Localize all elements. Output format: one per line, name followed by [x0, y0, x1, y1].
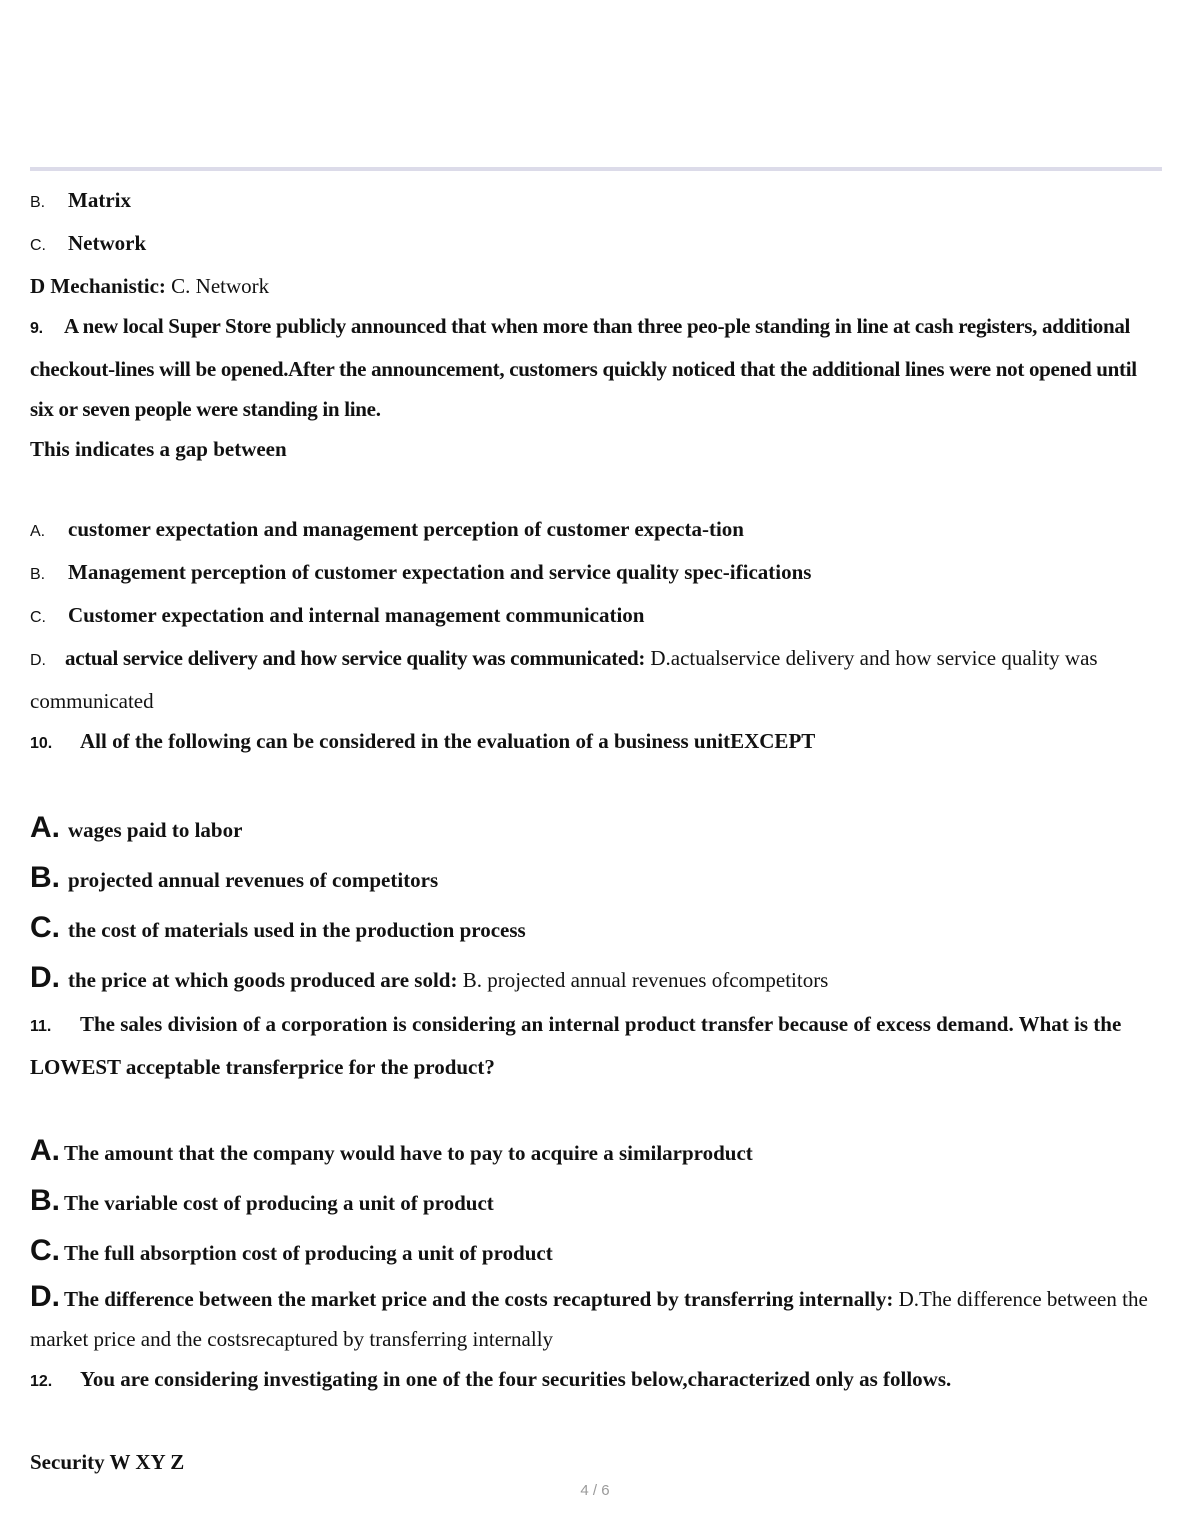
answer-text: B. projected annual revenues ofcompetitors — [462, 968, 829, 992]
option-label: B. — [30, 861, 60, 894]
spacer — [30, 1087, 1165, 1127]
q9-option-a — [30, 509, 1165, 552]
option-text: Matrix — [68, 188, 131, 212]
option-label: C. — [30, 911, 60, 944]
option-label: C. — [30, 609, 46, 626]
option-text: projected annual revenues of competitors — [68, 868, 439, 892]
option-label: D. — [30, 1280, 60, 1313]
question-text: A new local Super Store publicly announced that when more than three peo-ple standing in line at cash registers, additional checkout-lines will be opened.After the announcement, customers quickly noticed that the additional lines were not opened until six or seven people were standing in line. — [30, 314, 1137, 421]
q11-option-c — [30, 1227, 1165, 1277]
q12-table-header: Security W XY Z — [30, 1450, 185, 1474]
question-text: The sales division of a corporation is considering an internal product transfer because of excess demand. What is the LOWEST acceptable transferprice for the product? — [30, 1012, 1122, 1079]
header-divider — [30, 167, 1162, 171]
page-number: 4 / 6 — [580, 1482, 610, 1499]
question-number: 10. — [30, 735, 53, 752]
option-text: wages paid to labor — [68, 818, 243, 842]
q8-option-c — [30, 223, 1165, 266]
option-label: A. — [30, 523, 46, 540]
option-text: Customer expectation and internal management communication — [68, 603, 645, 627]
option-text: Management perception of customer expectation and service quality spec-ifications — [68, 560, 812, 584]
option-label: C. — [30, 1234, 60, 1267]
page-content — [30, 180, 1165, 1482]
q8-option-d-with-answer — [30, 266, 1165, 306]
question-text: You are considering investigating in one of the four securities below,characterized only as follows. — [80, 1367, 952, 1391]
q9-question — [30, 306, 1165, 429]
q9-option-b — [30, 552, 1165, 595]
option-text: the cost of materials used in the production process — [68, 918, 526, 942]
q11-option-a — [30, 1127, 1165, 1177]
answer-text: D.actualservice delivery and how service quality was communicated — [30, 646, 1098, 713]
q9-question-continued: This indicates a gap between — [30, 437, 287, 461]
option-label: D. — [30, 652, 46, 669]
option-label: D. — [30, 961, 60, 994]
question-number: 11. — [30, 1018, 52, 1035]
q11-option-b — [30, 1177, 1165, 1227]
answer-text: D.The difference between the market price and the costsrecaptured by transferring internally — [30, 1287, 1148, 1351]
q9-option-d-with-answer — [30, 638, 1165, 721]
option-label: A. — [30, 811, 60, 844]
q10-question — [30, 721, 1165, 764]
option-text: actual service delivery and how service quality was communicated: — [65, 646, 646, 670]
q10-option-a — [30, 804, 1165, 854]
answer-text: C. Network — [171, 274, 270, 298]
option-text: customer expectation and management perception of customer expecta-tion — [68, 517, 744, 541]
option-text: The difference between the market price and the costs recaptured by transferring internally: — [64, 1287, 894, 1311]
option-label: B. — [30, 1184, 60, 1217]
q9-option-c — [30, 595, 1165, 638]
spacer — [30, 764, 1165, 804]
option-label: B. — [30, 194, 46, 211]
q10-option-b — [30, 854, 1165, 904]
question-number: 12. — [30, 1373, 53, 1390]
option-text: The variable cost of producing a unit of product — [64, 1191, 494, 1215]
option-text: The full absorption cost of producing a unit of product — [64, 1241, 553, 1265]
option-label: B. — [30, 566, 46, 583]
spacer — [30, 1402, 1165, 1442]
q10-option-c — [30, 904, 1165, 954]
q8-option-b — [30, 180, 1165, 223]
option-text: Network — [68, 231, 147, 255]
option-text: The amount that the company would have to pay to acquire a similarproduct — [64, 1141, 753, 1165]
q12-question — [30, 1359, 1165, 1402]
option-label: C. — [30, 237, 46, 254]
spacer — [30, 469, 1165, 509]
question-number: 9. — [30, 320, 43, 337]
q11-question — [30, 1004, 1165, 1087]
question-text: All of the following can be considered in the evaluation of a business unitEXCEPT — [80, 729, 816, 753]
q10-option-d-with-answer — [30, 954, 1165, 1004]
option-label: A. — [30, 1134, 60, 1167]
option-text: D Mechanistic: — [30, 274, 166, 298]
q11-option-d-with-answer — [30, 1277, 1165, 1359]
option-text: the price at which goods produced are sold: — [68, 968, 458, 992]
